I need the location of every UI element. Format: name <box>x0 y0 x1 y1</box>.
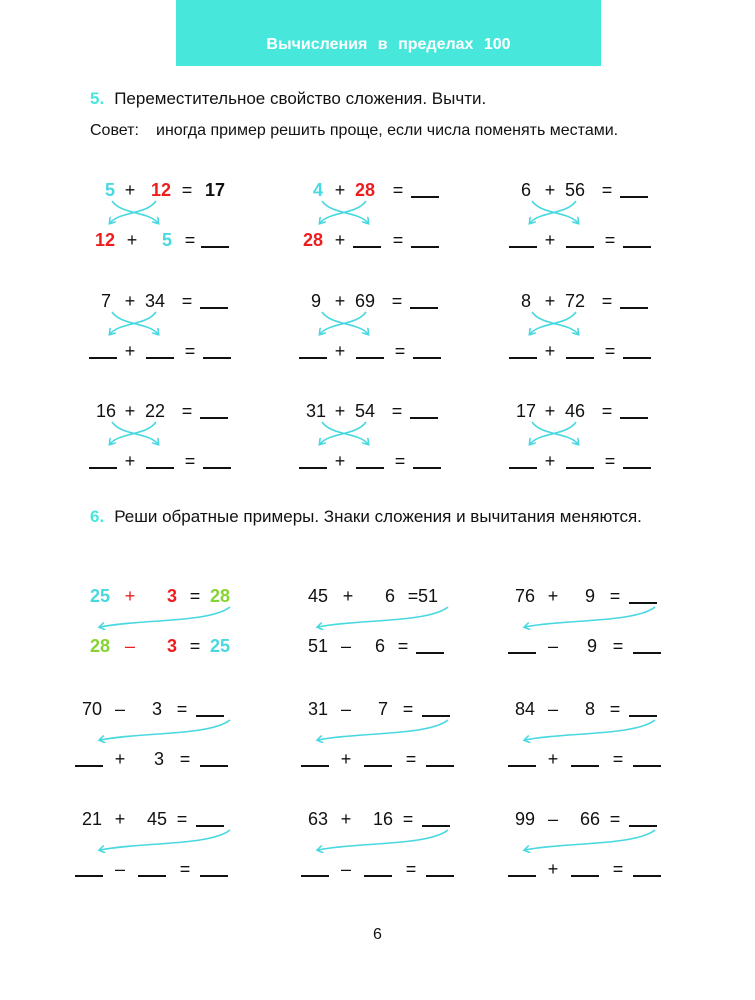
result: 51 <box>417 586 439 606</box>
term-a: 84 <box>514 699 536 719</box>
term-b: 46 <box>564 401 586 421</box>
term-a: 25 <box>89 586 111 606</box>
operator-sign: + <box>114 749 126 769</box>
page-number: 6 <box>373 926 382 943</box>
operator-sign: – <box>114 859 126 879</box>
plus-sign: + <box>334 180 346 200</box>
section-instruction: Реши обратные примеры. Знаки сложения и вычитания меняются. <box>114 507 642 526</box>
equals-sign: = <box>601 401 613 421</box>
term-b: 66 <box>579 809 601 829</box>
operator-sign: – <box>340 859 352 879</box>
plus-sign: + <box>124 291 136 311</box>
term-a: 63 <box>307 809 329 829</box>
return-arrow-icon <box>318 720 448 740</box>
return-arrow-icon <box>525 830 655 850</box>
swap-arrow-icon <box>530 422 576 444</box>
operator-sign: + <box>124 586 136 606</box>
operator-sign: + <box>114 809 126 829</box>
operator-sign: – <box>340 636 352 656</box>
equals-sign: = <box>604 230 616 250</box>
plus-sign: + <box>544 291 556 311</box>
term-a: 70 <box>81 699 103 719</box>
return-arrow-icon <box>318 830 448 850</box>
operator-sign: + <box>547 749 559 769</box>
equals-sign: = <box>397 636 409 656</box>
equals-sign: = <box>391 401 403 421</box>
operator-sign: – <box>114 699 126 719</box>
term-b: 45 <box>146 809 168 829</box>
equals-sign: = <box>405 859 417 879</box>
equals-sign: = <box>609 586 621 606</box>
section-instruction: Переместительное свойство сложения. Вычти. <box>114 89 487 108</box>
section-number: 6. <box>90 507 105 526</box>
plus-sign: + <box>124 451 136 471</box>
equals-sign: = <box>609 809 621 829</box>
chapter-title: Вычисления в пределах 100 <box>266 36 511 53</box>
term-b: 56 <box>564 180 586 200</box>
swap-arrow-icon <box>320 422 366 444</box>
plus-sign: + <box>334 291 346 311</box>
operator-sign: + <box>547 586 559 606</box>
equals-sign: = <box>176 699 188 719</box>
equals-sign: = <box>184 451 196 471</box>
equals-sign: = <box>392 180 404 200</box>
term-b: 34 <box>144 291 166 311</box>
term-b: 3 <box>166 586 178 606</box>
term-b: 5 <box>161 230 173 250</box>
plus-sign: + <box>544 180 556 200</box>
term-a: 76 <box>514 586 536 606</box>
equals-sign: = <box>189 636 201 656</box>
term-a: 28 <box>302 230 324 250</box>
equals-sign: = <box>402 699 414 719</box>
term-b: 16 <box>372 809 394 829</box>
term-b: 6 <box>384 586 396 606</box>
return-arrow-icon <box>525 607 655 627</box>
equals-sign: = <box>402 809 414 829</box>
term-b: 6 <box>374 636 386 656</box>
equals-sign: = <box>176 809 188 829</box>
operator-sign: + <box>340 749 352 769</box>
term-b: 9 <box>586 636 598 656</box>
return-arrow-icon <box>525 720 655 740</box>
swap-arrow-icon <box>110 312 156 334</box>
swap-arrow-icon <box>110 201 156 223</box>
operator-sign: + <box>342 586 354 606</box>
return-arrow-icon <box>100 830 230 850</box>
equals-sign: = <box>181 401 193 421</box>
equals-sign: = <box>189 586 201 606</box>
advice-text: иногда пример решить проще, если числа поменять местами. <box>156 122 619 139</box>
plus-sign: + <box>544 341 556 361</box>
return-arrow-icon <box>100 720 230 740</box>
term-a: 16 <box>95 401 117 421</box>
equals-sign: = <box>612 749 624 769</box>
equals-sign: = <box>601 291 613 311</box>
operator-sign: – <box>547 636 559 656</box>
result: 25 <box>209 636 231 656</box>
section-6-heading <box>90 505 688 529</box>
term-a: 12 <box>94 230 116 250</box>
equals-sign: = <box>184 341 196 361</box>
term-a: 8 <box>520 291 532 311</box>
term-b: 3 <box>151 699 163 719</box>
equals-sign: = <box>601 180 613 200</box>
term-a: 31 <box>305 401 327 421</box>
term-a: 45 <box>307 586 329 606</box>
term-a: 7 <box>100 291 112 311</box>
plus-sign: + <box>544 401 556 421</box>
term-b: 72 <box>564 291 586 311</box>
term-a: 99 <box>514 809 536 829</box>
equals-sign: = <box>181 291 193 311</box>
equals-sign: = <box>392 230 404 250</box>
term-a: 31 <box>307 699 329 719</box>
term-a: 17 <box>515 401 537 421</box>
equals-sign: = <box>179 749 191 769</box>
plus-sign: + <box>334 451 346 471</box>
term-b: 3 <box>153 749 165 769</box>
swap-arrow-icon <box>320 312 366 334</box>
equals-sign: = <box>407 586 419 606</box>
term-b: 7 <box>377 699 389 719</box>
equals-sign: = <box>405 749 417 769</box>
term-b: 54 <box>354 401 376 421</box>
term-b: 8 <box>584 699 596 719</box>
swap-arrow-icon <box>110 422 156 444</box>
term-b: 22 <box>144 401 166 421</box>
advice-label: Совет: <box>90 122 139 139</box>
operator-sign: + <box>340 809 352 829</box>
term-b: 12 <box>150 180 172 200</box>
operator-sign: + <box>547 859 559 879</box>
plus-sign: + <box>124 401 136 421</box>
swap-arrow-icon <box>320 201 366 223</box>
plus-sign: + <box>126 230 138 250</box>
plus-sign: + <box>334 341 346 361</box>
equals-sign: = <box>612 859 624 879</box>
term-b: 69 <box>354 291 376 311</box>
return-arrow-icon <box>100 607 230 627</box>
swap-arrow-icon <box>530 201 576 223</box>
equals-sign: = <box>612 636 624 656</box>
plus-sign: + <box>544 451 556 471</box>
equals-sign: = <box>609 699 621 719</box>
equals-sign: = <box>394 341 406 361</box>
equals-sign: = <box>184 230 196 250</box>
term-a: 4 <box>312 180 324 200</box>
operator-sign: – <box>124 636 136 656</box>
equals-sign: = <box>604 341 616 361</box>
plus-sign: + <box>124 180 136 200</box>
plus-sign: + <box>124 341 136 361</box>
plus-sign: + <box>334 230 346 250</box>
return-arrow-icon <box>318 607 448 627</box>
equals-sign: = <box>604 451 616 471</box>
term-b: 9 <box>584 586 596 606</box>
plus-sign: + <box>334 401 346 421</box>
operator-sign: – <box>547 699 559 719</box>
equals-sign: = <box>394 451 406 471</box>
operator-sign: – <box>547 809 559 829</box>
term-b: 3 <box>166 636 178 656</box>
operator-sign: – <box>340 699 352 719</box>
term-a: 5 <box>104 180 116 200</box>
term-a: 9 <box>310 291 322 311</box>
swap-arrow-icon <box>530 312 576 334</box>
term-b: 28 <box>354 180 376 200</box>
result: 17 <box>204 180 226 200</box>
equals-sign: = <box>179 859 191 879</box>
result: 28 <box>209 586 231 606</box>
term-a: 28 <box>89 636 111 656</box>
term-a: 21 <box>81 809 103 829</box>
term-a: 6 <box>520 180 532 200</box>
term-a: 51 <box>307 636 329 656</box>
plus-sign: + <box>544 230 556 250</box>
section-number: 5. <box>90 89 105 108</box>
equals-sign: = <box>181 180 193 200</box>
equals-sign: = <box>391 291 403 311</box>
